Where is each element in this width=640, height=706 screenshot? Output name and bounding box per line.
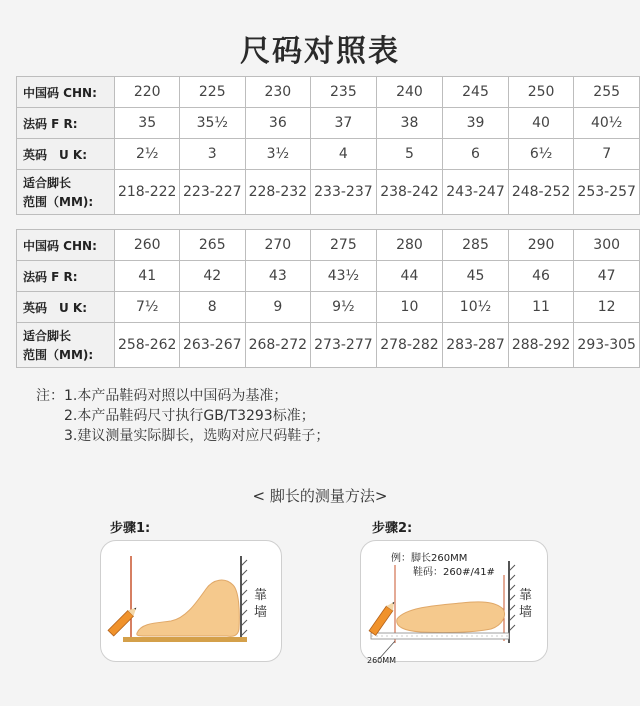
- size-cell: 273-277: [311, 323, 377, 368]
- size-cell: 268-272: [245, 323, 311, 368]
- row-label-text-2: 范围（MM):: [23, 195, 94, 209]
- notes: [36, 386, 329, 446]
- size-cell: 47: [574, 261, 640, 292]
- size-cell: 39: [443, 108, 509, 139]
- size-cell: 275: [311, 230, 377, 261]
- size-cell: 245: [443, 77, 509, 108]
- row-label-text-2: 范围（MM):: [23, 348, 94, 362]
- size-cell: 41: [115, 261, 180, 292]
- step2-illustration: [361, 541, 547, 691]
- size-cell: 225: [179, 77, 245, 108]
- size-cell: 300: [574, 230, 640, 261]
- size-cell: 230: [245, 77, 311, 108]
- step1-illustration: [101, 541, 281, 661]
- size-cell: 8: [179, 292, 245, 323]
- size-cell: 293-305: [574, 323, 640, 368]
- example-shoe-size: 鞋码：260#/41#: [413, 567, 495, 578]
- size-cell: 253-257: [574, 170, 640, 215]
- step2-panel: [360, 540, 548, 665]
- wall-label-1: 靠: [254, 588, 268, 603]
- size-cell: 43: [245, 261, 311, 292]
- size-cell: 240: [376, 77, 443, 108]
- size-cell: 278-282: [376, 323, 443, 368]
- row-label: [17, 170, 115, 215]
- size-cell: 9: [245, 292, 311, 323]
- mark-label: 260MM: [367, 656, 397, 665]
- size-cell: 260: [115, 230, 180, 261]
- size-row: [17, 323, 640, 368]
- size-cell: 3½: [245, 139, 311, 170]
- size-cell: 220: [115, 77, 180, 108]
- row-label-text: 中国码 CHN:: [23, 85, 97, 100]
- size-cell: 45: [443, 261, 509, 292]
- size-cell: 6: [443, 139, 509, 170]
- wall-label-2: 墙: [519, 605, 533, 620]
- size-cell: 270: [245, 230, 311, 261]
- size-cell: 2½: [115, 139, 180, 170]
- size-row: [17, 292, 640, 323]
- size-cell: 35½: [179, 108, 245, 139]
- size-cell: 40½: [574, 108, 640, 139]
- size-cell: 6½: [508, 139, 574, 170]
- row-label: [17, 108, 115, 139]
- size-cell: 10: [376, 292, 443, 323]
- size-cell: 5: [376, 139, 443, 170]
- size-cell: 4: [311, 139, 377, 170]
- size-cell: 7: [574, 139, 640, 170]
- size-table-2: [16, 229, 640, 368]
- size-cell: 248-252: [508, 170, 574, 215]
- size-cell: 40: [508, 108, 574, 139]
- size-cell: 44: [376, 261, 443, 292]
- size-cell: 12: [574, 292, 640, 323]
- size-cell: 37: [311, 108, 377, 139]
- size-row: [17, 139, 640, 170]
- size-cell: 43½: [311, 261, 377, 292]
- row-label: [17, 261, 115, 292]
- size-cell: 235: [311, 77, 377, 108]
- size-cell: 223-227: [179, 170, 245, 215]
- step1-label: 步骤1:: [110, 521, 151, 536]
- size-cell: 228-232: [245, 170, 311, 215]
- row-label: [17, 139, 115, 170]
- size-cell: 238-242: [376, 170, 443, 215]
- size-cell: 35: [115, 108, 180, 139]
- size-cell: 10½: [443, 292, 509, 323]
- size-cell: 290: [508, 230, 574, 261]
- example-foot-length: 例：脚长260MM: [391, 553, 468, 564]
- size-cell: 42: [179, 261, 245, 292]
- row-label-text: 英码 U K:: [23, 147, 88, 162]
- size-row: [17, 261, 640, 292]
- size-cell: 36: [245, 108, 311, 139]
- note-2: 2.本产品鞋码尺寸执行GB/T3293标准；: [36, 408, 315, 424]
- method-title: < 脚长的测量方法>: [252, 487, 388, 505]
- size-cell: 255: [574, 77, 640, 108]
- row-label: [17, 323, 115, 368]
- row-label-text: 法码 F R:: [23, 116, 78, 131]
- row-label-text: 中国码 CHN:: [23, 238, 97, 253]
- foot-icon: [397, 602, 505, 633]
- note-1: 注：1.本产品鞋码对照以中国码为基准；: [36, 388, 288, 404]
- row-label-text: 适合脚长: [23, 176, 72, 190]
- row-label: [17, 230, 115, 261]
- foot-icon: [137, 580, 240, 636]
- floor-icon: [123, 637, 247, 642]
- page-title: 尺码对照表: [240, 34, 400, 69]
- pencil-icon: [108, 605, 139, 636]
- step2-label: 步骤2:: [372, 521, 413, 536]
- size-cell: 46: [508, 261, 574, 292]
- row-label: [17, 292, 115, 323]
- size-cell: 3: [179, 139, 245, 170]
- wall-label-2: 墙: [254, 605, 268, 620]
- size-cell: 7½: [115, 292, 180, 323]
- size-cell: 218-222: [115, 170, 180, 215]
- size-cell: 233-237: [311, 170, 377, 215]
- size-row: [17, 108, 640, 139]
- wall-label-1: 靠: [519, 588, 533, 603]
- row-label: [17, 77, 115, 108]
- row-label-text: 英码 U K:: [23, 300, 88, 315]
- size-cell: 263-267: [179, 323, 245, 368]
- size-cell: 11: [508, 292, 574, 323]
- size-cell: 38: [376, 108, 443, 139]
- row-label-text: 适合脚长: [23, 329, 72, 343]
- row-label-text: 法码 F R:: [23, 269, 78, 284]
- size-cell: 9½: [311, 292, 377, 323]
- size-cell: 283-287: [443, 323, 509, 368]
- pencil-icon: [369, 600, 397, 636]
- size-row: [17, 170, 640, 215]
- size-cell: 265: [179, 230, 245, 261]
- size-cell: 250: [508, 77, 574, 108]
- size-row: [17, 77, 640, 108]
- size-cell: 280: [376, 230, 443, 261]
- size-cell: 243-247: [443, 170, 509, 215]
- size-row: [17, 230, 640, 261]
- step1-panel: [100, 540, 282, 662]
- size-table-1: [16, 76, 640, 215]
- size-cell: 288-292: [508, 323, 574, 368]
- size-cell: 258-262: [115, 323, 180, 368]
- note-3: 3.建议测量实际脚长，选购对应尺码鞋子；: [36, 428, 330, 444]
- size-cell: 285: [443, 230, 509, 261]
